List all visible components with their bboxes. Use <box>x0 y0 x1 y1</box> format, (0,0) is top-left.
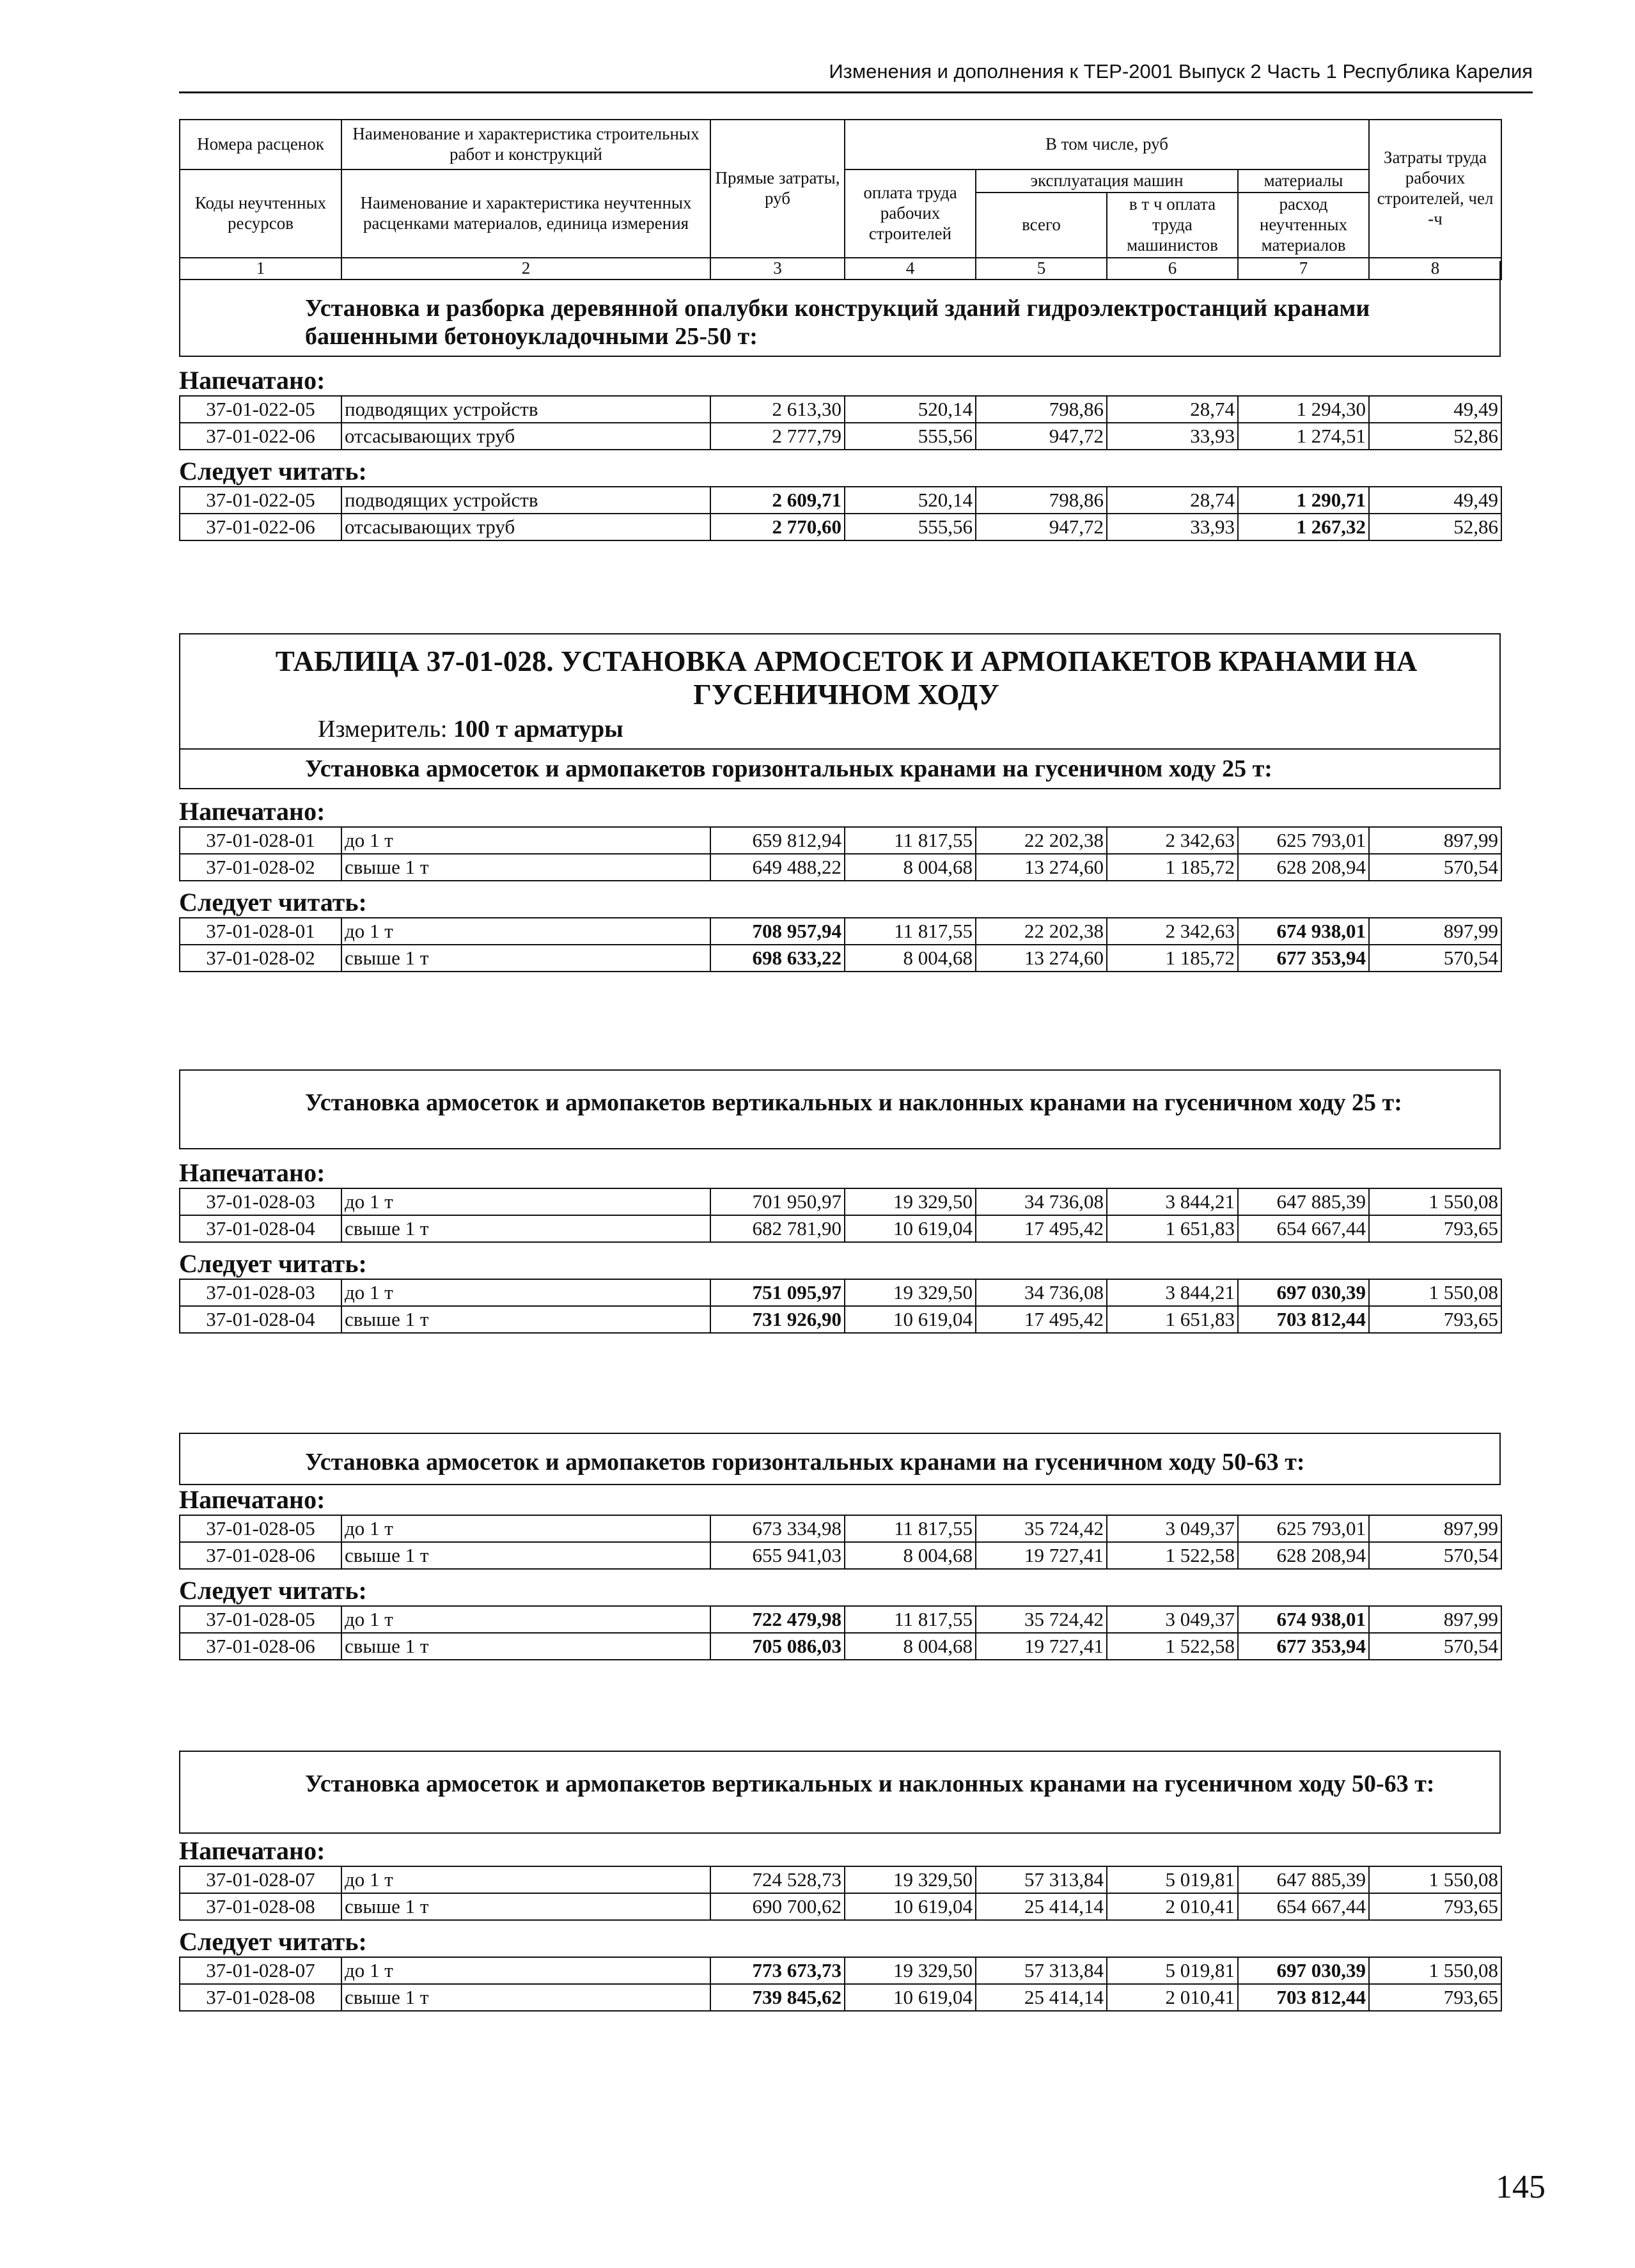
cell-materials: 1 290,71 <box>1238 487 1369 514</box>
cell-code: 37-01-028-01 <box>180 918 341 945</box>
cell-machines-total: 22 202,38 <box>976 918 1107 945</box>
section-heading: Установка и разборка деревянной опалубки конструкций зданий гидроэлектростанций кранами башенными бетоноукладочными 25-50 т: <box>305 295 1370 350</box>
cell-machines-total: 17 495,42 <box>976 1306 1107 1333</box>
cell-labor-hours: 897,99 <box>1369 1606 1501 1633</box>
cell-materials: 674 938,01 <box>1238 1606 1369 1633</box>
col2-bottom: Наименование и характеристика неучтенных расценками материалов, единица измерения <box>341 169 710 258</box>
cell-name: свыше 1 т <box>341 945 710 972</box>
cell-name: отсасывающих труб <box>341 423 710 450</box>
col-number: 5 <box>976 258 1107 280</box>
cell-materials: 677 353,94 <box>1238 945 1369 972</box>
col6-header: в т ч оплата труда машинистов <box>1107 193 1238 258</box>
cell-direct-cost: 701 950,97 <box>710 1188 845 1215</box>
cell-labor-hours: 793,65 <box>1369 1893 1501 1920</box>
printed-label: Напечатано: <box>179 1158 325 1187</box>
cell-machines-total: 34 736,08 <box>976 1188 1107 1215</box>
cell-materials: 628 208,94 <box>1238 1542 1369 1569</box>
section-heading-box <box>179 1751 1501 1834</box>
cell-direct-cost: 2 613,30 <box>710 396 845 423</box>
table-row <box>180 487 1501 514</box>
cell-name: подводящих устройств <box>341 487 710 514</box>
cell-machines-total: 19 727,41 <box>976 1542 1107 1569</box>
cell-materials: 625 793,01 <box>1238 1515 1369 1542</box>
cell-direct-cost: 731 926,90 <box>710 1306 845 1333</box>
cell-machines-total: 57 313,84 <box>976 1957 1107 1984</box>
cell-machinist-pay: 1 185,72 <box>1107 854 1238 881</box>
cell-labor-pay: 10 619,04 <box>845 1984 976 2011</box>
cell-direct-cost: 705 086,03 <box>710 1633 845 1660</box>
cell-labor-pay: 555,56 <box>845 514 976 540</box>
cell-labor-pay: 10 619,04 <box>845 1215 976 1242</box>
cell-labor-hours: 49,49 <box>1369 396 1501 423</box>
table-title: ТАБЛИЦА 37-01-028. УСТАНОВКА АРМОСЕТОК И АРМОПАКЕТОВ КРАНАМИ НА ГУСЕНИЧНОМ ХОДУ <box>275 645 1418 711</box>
cell-labor-pay: 8 004,68 <box>845 945 976 972</box>
cell-machines-total: 25 414,14 <box>976 1893 1107 1920</box>
cell-labor-pay: 520,14 <box>845 487 976 514</box>
cell-labor-hours: 570,54 <box>1369 1633 1501 1660</box>
cell-machines-total: 13 274,60 <box>976 945 1107 972</box>
cell-name: свыше 1 т <box>341 1306 710 1333</box>
cell-direct-cost: 739 845,62 <box>710 1984 845 2011</box>
table-row <box>180 423 1501 450</box>
col-number: 8 <box>1369 258 1501 280</box>
cell-machinist-pay: 1 522,58 <box>1107 1542 1238 1569</box>
printed-label: Напечатано: <box>179 1836 325 1865</box>
section-heading: Установка армосеток и армопакетов вертикальных и наклонных кранами на гусеничном ходу 50-63 т: <box>305 1770 1435 1797</box>
cell-labor-hours: 1 550,08 <box>1369 1866 1501 1893</box>
cell-name: до 1 т <box>341 1188 710 1215</box>
col2-top: Наименование и характеристика строительных работ и конструкций <box>341 120 710 169</box>
cell-labor-pay: 11 817,55 <box>845 1515 976 1542</box>
col3-header: Прямые затраты, руб <box>710 120 845 258</box>
printed-table <box>179 1515 1502 1570</box>
cell-code: 37-01-028-08 <box>180 1893 341 1920</box>
cell-name: отсасывающих труб <box>341 514 710 540</box>
cell-materials: 625 793,01 <box>1238 827 1369 854</box>
cell-code: 37-01-028-08 <box>180 1984 341 2011</box>
cell-direct-cost: 2 609,71 <box>710 487 845 514</box>
cell-machinist-pay: 5 019,81 <box>1107 1866 1238 1893</box>
printed-label: Напечатано: <box>179 797 325 826</box>
section-028-horizontal-50-63 <box>179 1433 1501 1660</box>
cell-direct-cost: 722 479,98 <box>710 1606 845 1633</box>
should-read-label: Следует читать: <box>179 1576 367 1605</box>
cell-direct-cost: 659 812,94 <box>710 827 845 854</box>
cell-machinist-pay: 1 651,83 <box>1107 1215 1238 1242</box>
cell-labor-pay: 520,14 <box>845 396 976 423</box>
section-028-horizontal-25 <box>179 633 1501 972</box>
table-row <box>180 1866 1501 1893</box>
section-028-vertical-25 <box>179 1069 1501 1334</box>
table-row <box>180 1957 1501 1984</box>
col1-bottom: Коды неучтенных ресурсов <box>180 169 341 258</box>
printed-table <box>179 826 1502 881</box>
cell-direct-cost: 773 673,73 <box>710 1957 845 1984</box>
cell-machinist-pay: 28,74 <box>1107 487 1238 514</box>
cell-name: свыше 1 т <box>341 1215 710 1242</box>
cell-direct-cost: 673 334,98 <box>710 1515 845 1542</box>
cell-machines-total: 19 727,41 <box>976 1633 1107 1660</box>
cell-code: 37-01-022-05 <box>180 396 341 423</box>
cell-name: до 1 т <box>341 827 710 854</box>
cell-name: свыше 1 т <box>341 1893 710 1920</box>
cell-materials: 677 353,94 <box>1238 1633 1369 1660</box>
cell-code: 37-01-022-06 <box>180 514 341 540</box>
cell-name: до 1 т <box>341 1279 710 1306</box>
cell-labor-hours: 1 550,08 <box>1369 1957 1501 1984</box>
printed-table <box>179 395 1502 450</box>
cell-materials: 628 208,94 <box>1238 854 1369 881</box>
cell-code: 37-01-028-02 <box>180 945 341 972</box>
cell-machinist-pay: 3 844,21 <box>1107 1279 1238 1306</box>
cell-name: до 1 т <box>341 1515 710 1542</box>
cell-labor-hours: 570,54 <box>1369 854 1501 881</box>
measure-label: Измеритель: <box>318 716 448 743</box>
cell-code: 37-01-028-05 <box>180 1515 341 1542</box>
should-read-table <box>179 1957 1502 2012</box>
table-title-box <box>179 633 1501 789</box>
cell-labor-pay: 8 004,68 <box>845 1542 976 1569</box>
cell-code: 37-01-028-03 <box>180 1188 341 1215</box>
cell-direct-cost: 682 781,90 <box>710 1215 845 1242</box>
table-row <box>180 1515 1501 1542</box>
cell-materials: 703 812,44 <box>1238 1984 1369 2011</box>
section-heading: Установка армосеток и армопакетов горизонтальных кранами на гусеничном ходу 25 т: <box>180 748 1499 788</box>
measure-line <box>180 711 1499 748</box>
cell-labor-hours: 52,86 <box>1369 514 1501 540</box>
cell-labor-hours: 793,65 <box>1369 1215 1501 1242</box>
col5-header: всего <box>976 193 1107 258</box>
measure-value: 100 т арматуры <box>453 716 623 743</box>
should-read-table <box>179 486 1502 541</box>
col1-top: Номера расценок <box>180 120 341 169</box>
cell-labor-pay: 8 004,68 <box>845 854 976 881</box>
cell-code: 37-01-028-07 <box>180 1866 341 1893</box>
table-row <box>180 1279 1501 1306</box>
table-row <box>180 827 1501 854</box>
cell-machines-total: 57 313,84 <box>976 1866 1107 1893</box>
cell-name: до 1 т <box>341 918 710 945</box>
table-row <box>180 396 1501 423</box>
section-028-vertical-50-63 <box>179 1751 1501 2012</box>
col-number: 7 <box>1238 258 1369 280</box>
cell-materials: 1 294,30 <box>1238 396 1369 423</box>
cell-code: 37-01-028-03 <box>180 1279 341 1306</box>
cell-machines-total: 947,72 <box>976 423 1107 450</box>
col7-header: расход неучтенных материалов <box>1238 193 1369 258</box>
col-number: 4 <box>845 258 976 280</box>
cell-labor-pay: 10 619,04 <box>845 1893 976 1920</box>
should-read-table <box>179 1605 1502 1660</box>
col-number: 3 <box>710 258 845 280</box>
col4-header: оплата труда рабочих строителей <box>845 169 976 258</box>
col-number: 2 <box>341 258 710 280</box>
cell-machinist-pay: 3 049,37 <box>1107 1515 1238 1542</box>
section-heading: Установка армосеток и армопакетов вертикальных и наклонных кранами на гусеничном ходу 25 т: <box>305 1089 1402 1116</box>
section-heading: Установка армосеток и армопакетов горизонтальных кранами на гусеничном ходу 50-63 т: <box>305 1449 1305 1476</box>
cell-labor-pay: 19 329,50 <box>845 1279 976 1306</box>
cell-name: свыше 1 т <box>341 1984 710 2011</box>
printed-label: Напечатано: <box>179 366 325 395</box>
cell-machines-total: 798,86 <box>976 487 1107 514</box>
should-read-table <box>179 1279 1502 1334</box>
cell-labor-hours: 570,54 <box>1369 1542 1501 1569</box>
cell-machines-total: 798,86 <box>976 396 1107 423</box>
cell-machinist-pay: 2 010,41 <box>1107 1984 1238 2011</box>
cell-machinist-pay: 33,93 <box>1107 423 1238 450</box>
should-read-label: Следует читать: <box>179 1249 367 1278</box>
cell-labor-pay: 19 329,50 <box>845 1866 976 1893</box>
table-row <box>180 854 1501 881</box>
section-022 <box>179 261 1501 541</box>
should-read-table <box>179 917 1502 972</box>
cell-direct-cost: 708 957,94 <box>710 918 845 945</box>
should-read-label: Следует читать: <box>179 457 367 485</box>
cell-direct-cost: 2 770,60 <box>710 514 845 540</box>
section-heading-box <box>179 261 1501 357</box>
cell-name: свыше 1 т <box>341 1542 710 1569</box>
cell-materials: 647 885,39 <box>1238 1866 1369 1893</box>
cell-labor-pay: 11 817,55 <box>845 1606 976 1633</box>
cell-machines-total: 34 736,08 <box>976 1279 1107 1306</box>
cell-code: 37-01-028-04 <box>180 1306 341 1333</box>
cell-labor-hours: 570,54 <box>1369 945 1501 972</box>
cell-materials: 703 812,44 <box>1238 1306 1369 1333</box>
cell-machines-total: 947,72 <box>976 514 1107 540</box>
cell-labor-pay: 8 004,68 <box>845 1633 976 1660</box>
cell-machinist-pay: 3 844,21 <box>1107 1188 1238 1215</box>
materials-header: материалы <box>1238 169 1369 193</box>
cell-labor-hours: 897,99 <box>1369 827 1501 854</box>
cell-code: 37-01-022-06 <box>180 423 341 450</box>
cell-code: 37-01-028-01 <box>180 827 341 854</box>
cell-materials: 697 030,39 <box>1238 1279 1369 1306</box>
cell-machines-total: 35 724,42 <box>976 1515 1107 1542</box>
section-heading-box <box>179 1069 1501 1149</box>
cell-name: до 1 т <box>341 1957 710 1984</box>
cell-machines-total: 17 495,42 <box>976 1215 1107 1242</box>
cell-machinist-pay: 2 342,63 <box>1107 827 1238 854</box>
cell-code: 37-01-028-04 <box>180 1215 341 1242</box>
section-heading-box <box>179 1433 1501 1485</box>
table-row <box>180 1984 1501 2011</box>
table-row <box>180 514 1501 540</box>
cell-code: 37-01-028-05 <box>180 1606 341 1633</box>
column-header-table <box>179 119 1502 280</box>
running-header: Изменения и дополнения к ТЕР-2001 Выпуск 2 Часть 1 Республика Карелия <box>829 60 1533 83</box>
cell-machinist-pay: 28,74 <box>1107 396 1238 423</box>
cell-direct-cost: 698 633,22 <box>710 945 845 972</box>
cell-name: свыше 1 т <box>341 1633 710 1660</box>
cell-labor-hours: 897,99 <box>1369 1515 1501 1542</box>
cell-machinist-pay: 1 185,72 <box>1107 945 1238 972</box>
cell-machines-total: 25 414,14 <box>976 1984 1107 2011</box>
table-row <box>180 1633 1501 1660</box>
cell-materials: 1 274,51 <box>1238 423 1369 450</box>
cell-labor-pay: 555,56 <box>845 423 976 450</box>
cell-direct-cost: 649 488,22 <box>710 854 845 881</box>
table-row <box>180 1215 1501 1242</box>
cell-code: 37-01-028-07 <box>180 1957 341 1984</box>
cell-labor-pay: 11 817,55 <box>845 918 976 945</box>
table-row <box>180 945 1501 972</box>
table-row <box>180 1542 1501 1569</box>
machines-header: эксплуатация машин <box>976 169 1238 193</box>
cell-name: до 1 т <box>341 1606 710 1633</box>
cell-materials: 647 885,39 <box>1238 1188 1369 1215</box>
table-row <box>180 1188 1501 1215</box>
cell-machinist-pay: 2 010,41 <box>1107 1893 1238 1920</box>
cell-materials: 654 667,44 <box>1238 1215 1369 1242</box>
page-number: 145 <box>1496 2169 1545 2205</box>
cell-machinist-pay: 2 342,63 <box>1107 918 1238 945</box>
cell-labor-hours: 897,99 <box>1369 918 1501 945</box>
cell-code: 37-01-028-06 <box>180 1542 341 1569</box>
cell-name: до 1 т <box>341 1866 710 1893</box>
cell-machinist-pay: 33,93 <box>1107 514 1238 540</box>
cell-code: 37-01-022-05 <box>180 487 341 514</box>
table-row <box>180 1606 1501 1633</box>
printed-table <box>179 1866 1502 1921</box>
col-number: 6 <box>1107 258 1238 280</box>
cell-labor-hours: 793,65 <box>1369 1984 1501 2011</box>
table-row <box>180 1306 1501 1333</box>
cell-labor-hours: 1 550,08 <box>1369 1188 1501 1215</box>
cell-machines-total: 22 202,38 <box>976 827 1107 854</box>
cell-name: подводящих устройств <box>341 396 710 423</box>
cell-machinist-pay: 1 522,58 <box>1107 1633 1238 1660</box>
cell-machinist-pay: 3 049,37 <box>1107 1606 1238 1633</box>
cell-machinist-pay: 1 651,83 <box>1107 1306 1238 1333</box>
header-rule <box>179 91 1533 93</box>
cell-labor-hours: 49,49 <box>1369 487 1501 514</box>
cell-code: 37-01-028-02 <box>180 854 341 881</box>
group-header: В том числе, руб <box>845 120 1369 169</box>
cell-labor-pay: 10 619,04 <box>845 1306 976 1333</box>
cell-name: свыше 1 т <box>341 854 710 881</box>
col-number: 1 <box>180 258 341 280</box>
cell-direct-cost: 2 777,79 <box>710 423 845 450</box>
cell-direct-cost: 724 528,73 <box>710 1866 845 1893</box>
cell-direct-cost: 655 941,03 <box>710 1542 845 1569</box>
cell-labor-hours: 793,65 <box>1369 1306 1501 1333</box>
cell-machines-total: 13 274,60 <box>976 854 1107 881</box>
cell-labor-pay: 11 817,55 <box>845 827 976 854</box>
table-row <box>180 918 1501 945</box>
col8-header: Затраты труда рабочих строителей, чел -ч <box>1369 120 1501 258</box>
should-read-label: Следует читать: <box>179 888 367 917</box>
should-read-label: Следует читать: <box>179 1927 367 1956</box>
cell-materials: 674 938,01 <box>1238 918 1369 945</box>
cell-direct-cost: 690 700,62 <box>710 1893 845 1920</box>
cell-materials: 1 267,32 <box>1238 514 1369 540</box>
cell-code: 37-01-028-06 <box>180 1633 341 1660</box>
printed-label: Напечатано: <box>179 1485 325 1514</box>
cell-labor-hours: 1 550,08 <box>1369 1279 1501 1306</box>
cell-machines-total: 35 724,42 <box>976 1606 1107 1633</box>
cell-direct-cost: 751 095,97 <box>710 1279 845 1306</box>
cell-labor-pay: 19 329,50 <box>845 1188 976 1215</box>
table-row <box>180 1893 1501 1920</box>
cell-machinist-pay: 5 019,81 <box>1107 1957 1238 1984</box>
printed-table <box>179 1188 1502 1243</box>
cell-labor-pay: 19 329,50 <box>845 1957 976 1984</box>
cell-materials: 654 667,44 <box>1238 1893 1369 1920</box>
cell-labor-hours: 52,86 <box>1369 423 1501 450</box>
cell-materials: 697 030,39 <box>1238 1957 1369 1984</box>
